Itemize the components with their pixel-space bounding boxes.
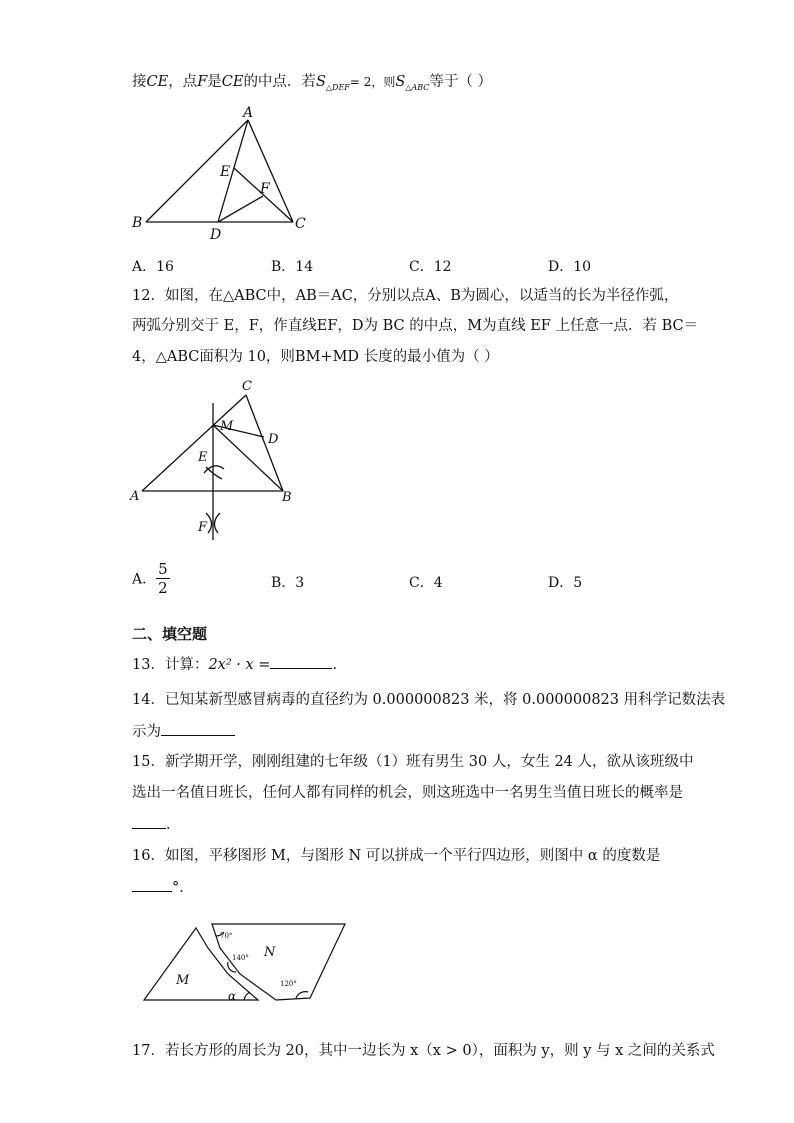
q13-expression: 2x² · x = bbox=[208, 657, 271, 673]
q11-text: ，点 bbox=[168, 74, 198, 90]
q14-answer-blank[interactable] bbox=[161, 721, 235, 736]
q16-label-140: 140° bbox=[232, 954, 249, 962]
q13-stem-line bbox=[132, 654, 347, 675]
option-letter: A． bbox=[132, 571, 157, 588]
q12-segment-ac bbox=[142, 395, 246, 491]
q12-arc-f2 bbox=[214, 513, 220, 533]
option-value: 3 bbox=[295, 575, 305, 591]
q11-figure bbox=[128, 100, 318, 245]
q11-label-a: A bbox=[243, 105, 254, 121]
q12-stem-line-3: 4，△ABC面积为 10，则BM+MD 长度的最小值为（ ） bbox=[132, 349, 499, 365]
q16-shape-m bbox=[144, 928, 258, 1000]
q13-prefix: 13．计算： bbox=[132, 657, 209, 673]
q11-option-d[interactable] bbox=[548, 256, 591, 276]
q12-figure bbox=[128, 375, 308, 540]
q14-text: 示为 bbox=[132, 724, 161, 740]
q16-text: °． bbox=[172, 880, 194, 896]
q14-stem-line-2 bbox=[132, 721, 235, 742]
q12-option-a[interactable] bbox=[132, 560, 170, 597]
option-value: 16 bbox=[156, 259, 174, 275]
fraction-denominator: 2 bbox=[158, 579, 168, 597]
q11-label-d: D bbox=[210, 227, 222, 243]
q12-label-c: C bbox=[242, 379, 252, 394]
q16-angle-120-arc bbox=[296, 992, 308, 998]
q11-segment-ac bbox=[248, 120, 293, 222]
option-letter: B． bbox=[271, 259, 296, 275]
q11-text: 是 bbox=[207, 74, 222, 90]
q11-area-sub: △ABC bbox=[405, 82, 430, 92]
q16-figure bbox=[140, 922, 350, 1004]
q16-label-m: M bbox=[176, 973, 190, 988]
q12-arc-e bbox=[204, 466, 224, 473]
q12-option-b[interactable] bbox=[271, 572, 304, 592]
q12-label-d: D bbox=[268, 432, 279, 447]
option-letter: C． bbox=[409, 575, 434, 591]
q11-label-e: E bbox=[220, 164, 231, 180]
q11-label-c: C bbox=[295, 216, 306, 232]
q16-answer-blank[interactable] bbox=[132, 877, 172, 892]
q12-label-m: M bbox=[220, 419, 234, 434]
q11-stem-line bbox=[132, 72, 492, 98]
q15-stem-line-2: 选出一名值日班长，任何人都有同样的机会，则这班选中一名男生当值日班长的概率是 bbox=[132, 785, 683, 801]
option-value: 14 bbox=[295, 259, 314, 275]
q12-option-d[interactable] bbox=[548, 572, 582, 592]
q12-stem-line-2: 两弧分别交于 E，F，作直线EF，D为 BC 的中点，M为直线 EF 上任意一点．若 BC＝ bbox=[132, 318, 699, 334]
q17-stem-line-1: 17．若长方形的周长为 20，其中一边长为 x（x > 0），面积为 y，则 y 与 x 之间的关系式 bbox=[132, 1043, 715, 1059]
q11-var-ce: CE bbox=[221, 74, 244, 90]
q16-label-120: 120° bbox=[280, 980, 297, 988]
q15-stem-line-1: 15．新学期开学，刚刚组建的七年级（1）班有男生 30 人，女生 24 人，欲从该班级中 bbox=[132, 754, 694, 770]
option-value: 5 bbox=[573, 575, 583, 591]
q11-option-b[interactable] bbox=[271, 256, 313, 276]
q12-label-f: F bbox=[198, 520, 208, 535]
q16-alpha-arc bbox=[244, 992, 250, 1000]
q11-area-symbol: S bbox=[315, 74, 326, 90]
q12-label-a: A bbox=[130, 489, 140, 504]
q16-stem-line-2 bbox=[132, 877, 194, 898]
option-letter: D． bbox=[548, 575, 574, 591]
q11-var-ce: CE bbox=[146, 74, 169, 90]
q11-text: 接 bbox=[132, 74, 147, 90]
fraction-numerator: 5 bbox=[158, 560, 168, 578]
option-value: 4 bbox=[433, 575, 443, 591]
q11-area-sub: △DEF bbox=[325, 82, 350, 92]
fraction bbox=[156, 560, 170, 597]
q11-label-b: B bbox=[132, 215, 143, 231]
q12-arc-e2 bbox=[206, 467, 222, 479]
option-value: 10 bbox=[573, 259, 592, 275]
q16-label-alpha: α bbox=[228, 989, 237, 1003]
q11-option-a[interactable] bbox=[132, 256, 174, 276]
q11-text: 的中点．若 bbox=[243, 74, 316, 90]
section-title: 二、填空题 bbox=[132, 625, 208, 643]
option-letter: C． bbox=[409, 259, 434, 275]
q11-text: 等于（ ） bbox=[429, 74, 492, 90]
q16-stem-line-1: 16．如图，平移图形 M，与图形 N 可以拼成一个平行四边形，则图中 α 的度数是 bbox=[132, 848, 661, 864]
q16-label-n: N bbox=[264, 945, 276, 960]
q15-answer-blank[interactable] bbox=[132, 814, 166, 829]
q11-text: = 2，则 bbox=[349, 75, 396, 89]
q15-stem-line-3 bbox=[132, 814, 181, 835]
q11-label-f: F bbox=[260, 181, 270, 197]
option-value: 12 bbox=[433, 259, 452, 275]
option-letter: D． bbox=[548, 259, 574, 275]
q15-text: ． bbox=[166, 817, 181, 833]
option-letter: A． bbox=[132, 259, 157, 275]
q11-var-f: F bbox=[197, 74, 208, 90]
q14-stem-line-1: 14．已知某新型感冒病毒的直径约为 0.000000823 米，将 0.000000823 用科学记数法表 bbox=[132, 692, 726, 708]
q12-option-c[interactable] bbox=[409, 572, 443, 592]
q12-stem-line-1: 12．如图，在△ABC中，AB＝AC，分别以点A、B为圆心，以适当的长为半径作弧， bbox=[132, 288, 679, 304]
q13-suffix: ． bbox=[332, 657, 347, 673]
q11-option-c[interactable] bbox=[409, 256, 452, 276]
q12-label-e: E bbox=[198, 450, 208, 465]
q16-label-70: 70° bbox=[220, 932, 233, 940]
q13-answer-blank[interactable] bbox=[270, 654, 332, 669]
option-letter: B． bbox=[271, 575, 296, 591]
q12-label-b: B bbox=[282, 490, 292, 505]
q11-area-symbol: S bbox=[395, 74, 406, 90]
